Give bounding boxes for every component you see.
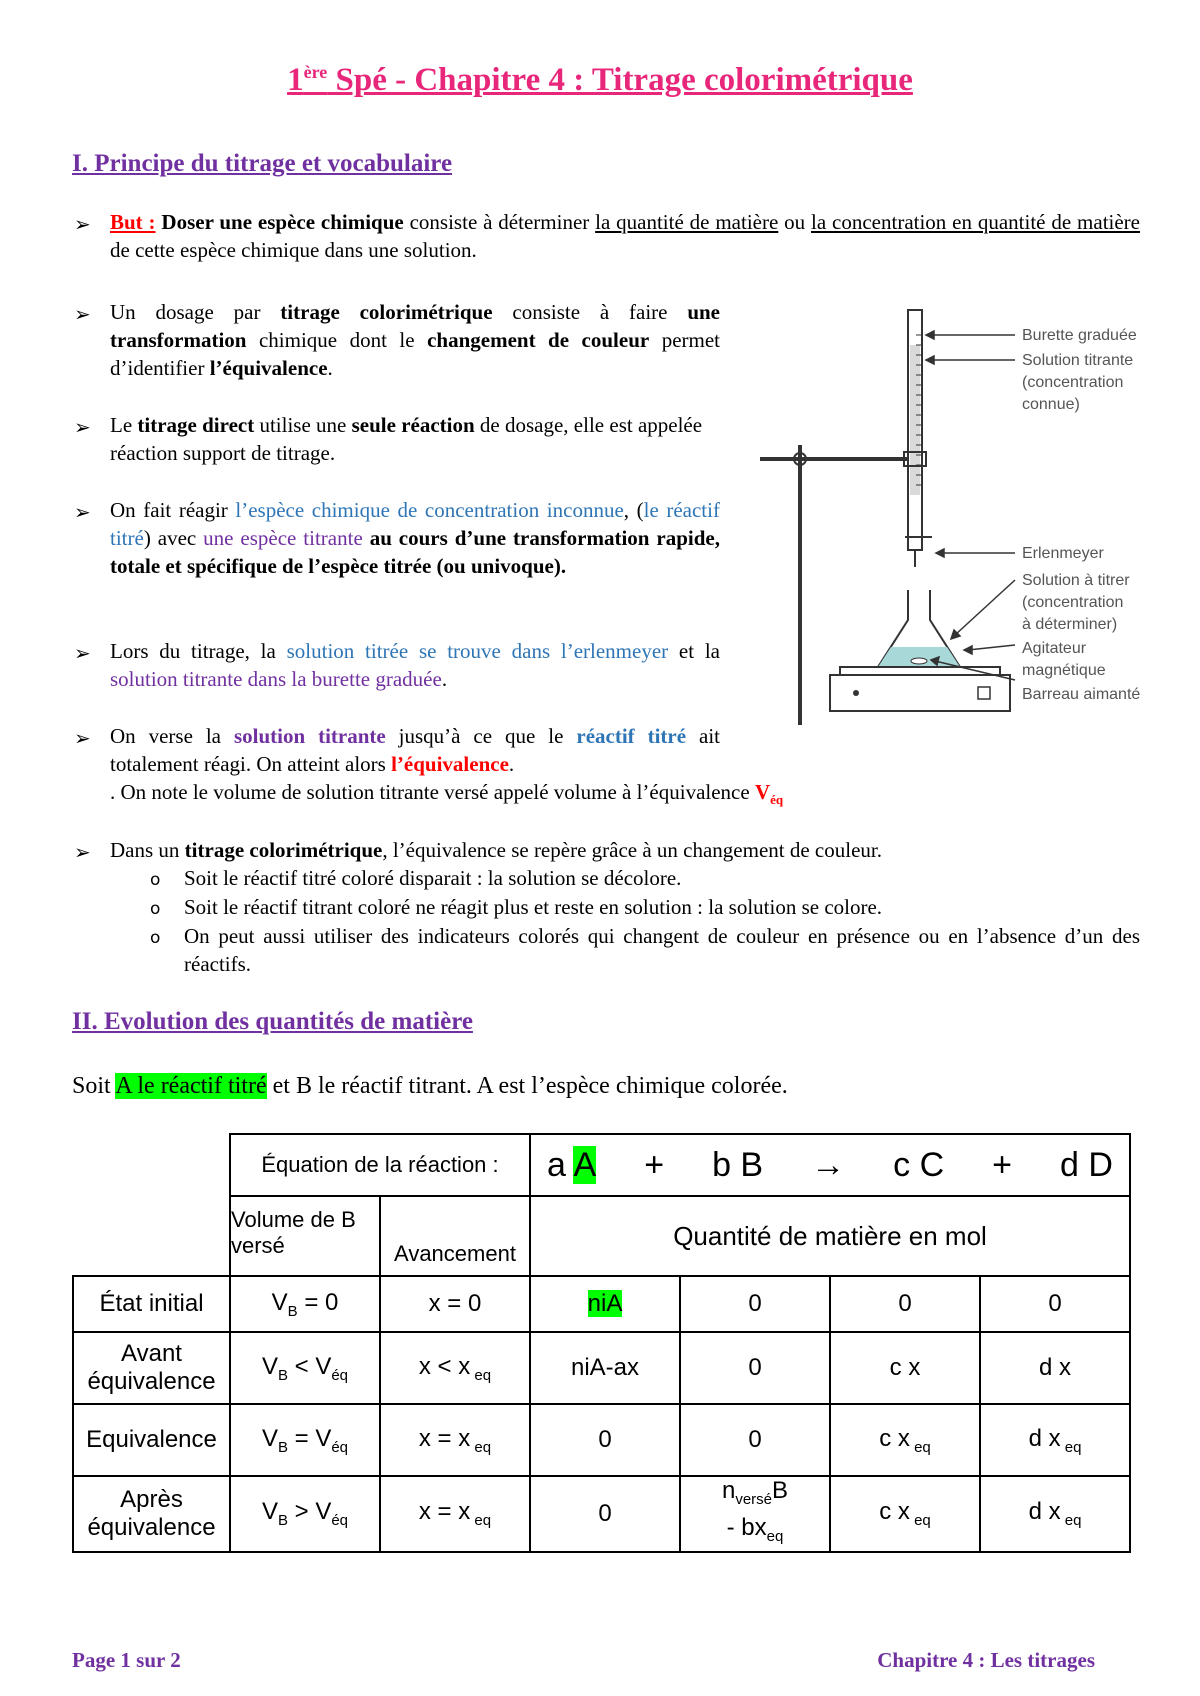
b-cell: 0 [680,1332,830,1404]
arrow-bullet-icon: ➢ [74,214,91,236]
label-erlen: Erlenmeyer [1022,545,1104,562]
d-cell: d x [980,1332,1130,1404]
label-titrer-3: à déterminer) [1022,616,1118,633]
state-cell: État initial [73,1276,230,1332]
bullet-lors-du-titrage: Lors du titrage, la solution titrée se trouve dans l’erlenmeyer et la solution titrante dans la burette graduée. [110,639,720,691]
av-label: Avancement [380,1196,530,1276]
arrow-bullet-icon: ➢ [74,842,91,864]
bullet-colorimetrique: Dans un titrage colorimétrique, l’équivalence se repère grâce à un changement de couleur. [110,838,882,862]
c-cell: 0 [830,1276,980,1332]
sub-bullet-1: Soit le réactif titré coloré disparait : la solution se décolore. [184,866,682,890]
x-cell: x < x $_{eq}$ [380,1332,530,1404]
bullet-dosage: Un dosage par titrage colorimétrique consiste à faire une transformation chimique dont le changement de couleur permet d’identifier l’équivalence. [110,300,720,380]
arrow-bullet-icon: ➢ [74,304,91,326]
state-cell: Après équivalence [73,1476,230,1552]
a-cell: 0 [530,1476,680,1552]
a-cell: niA [530,1276,680,1332]
x-cell: x = x $_{eq}$ [380,1404,530,1476]
table-row [73,1276,1130,1332]
sub-bullet-2: Soit le réactif titrant coloré ne réagit plus et reste en solution : la solution se colore. [184,895,883,919]
bullet-equivalence: On verse la solution titrante jusqu’à ce que le réactif titré ait totalement réagi. On atteint alors l’équivalence. [110,724,720,776]
qty-label: Quantité de matière en mol [530,1196,1130,1276]
label-agitateur: Agitateur [1022,640,1087,657]
c-cell: c x $_{eq}$ [830,1404,980,1476]
arrow-bullet-icon: ➢ [74,502,91,524]
section2-heading: II. Evolution des quantités de matière [72,1008,473,1035]
c-cell: c x [830,1332,980,1404]
label-barreau: Barreau aimanté [1022,686,1141,703]
label-agitateur-2: magnétique [1022,662,1106,679]
footer-chapter: Chapitre 4 : Les titrages [877,1648,1095,1672]
avancement-table [72,1133,1131,1553]
arrow-bullet-icon: ➢ [74,728,91,750]
arrow-bullet-icon: ➢ [74,417,91,439]
label-titrante-2: (concentration [1022,374,1124,391]
veq-line: . On note le volume de solution titrante versé appelé volume à l’équivalence $V_{éq}$ [110,780,784,808]
state-cell: Avant équivalence [73,1332,230,1404]
arrow-bullet-icon: ➢ [74,643,91,665]
vb-cell: $V_B = 0$ [230,1276,380,1332]
circle-bullet-icon: o [150,899,161,919]
table-row [73,1332,1130,1404]
label-titrer: Solution à titrer [1022,572,1130,589]
eq-label: Équation de la réaction : [230,1134,530,1196]
d-cell: d x $_{eq}$ [980,1404,1130,1476]
vb-cell: $V_B = V_{éq}$ [230,1404,380,1476]
stand-arm [760,457,920,461]
d-cell: d x $_{eq}$ [980,1476,1130,1552]
x-cell: x = x $_{eq}$ [380,1476,530,1552]
footer-page: Page 1 sur 2 [72,1648,181,1672]
d-cell: 0 [980,1276,1130,1332]
section2-intro: Soit A le réactif titré et B le réactif titrant. A est l’espèce chimique colorée. [72,1073,788,1099]
b-cell: 0 [680,1276,830,1332]
a-cell: 0 [530,1404,680,1476]
bullet-reagir: On fait réagir l’espèce chimique de concentration inconnue, (le réactif titré) avec une espèce titrante au cours d’une transformation rapide, totale et spécifique de l’espèce titrée (ou univoque). [110,498,720,578]
a-cell: niA-ax [530,1332,680,1404]
state-cell: Equivalence [73,1404,230,1476]
label-burette: Burette graduée [1022,327,1137,344]
stand-rod [798,445,802,725]
equation: a A + b B → c C + d D [530,1134,1130,1196]
section1-heading: I. Principe du titrage et vocabulaire [72,150,453,177]
bullet-titrage-direct: Le titrage direct utilise une seule réaction de dosage, elle est appelée réaction support de titrage. [110,413,703,465]
label-titrante: Solution titrante [1022,352,1134,369]
vb-cell: $V_B > V_{éq}$ [230,1476,380,1552]
c-cell: c x $_{eq}$ [830,1476,980,1552]
table-row [73,1404,1130,1476]
vb-cell: $V_B < V_{éq}$ [230,1332,380,1404]
vol-label: Volume de B versé [230,1196,380,1276]
circle-bullet-icon: o [150,928,161,948]
bullet-but: But : Doser une espèce chimique consiste à déterminer la quantité de matière ou la concentration en quantité de matière de cette espèce chimique dans une solution. [110,210,1140,262]
barreau-aimante [911,658,927,664]
sub-bullet-3: On peut aussi utiliser des indicateurs colorés qui changent de couleur en présence ou en l’absence d’un des réactifs. [184,924,1140,976]
table-row [73,1476,1130,1552]
titration-diagram [760,305,1190,755]
b-cell: $n_{versé}B$ - $bx_{eq}$ [680,1476,830,1552]
page-title: 1ère Spé - Chapitre 4 : Titrage colorimétrique [287,62,913,98]
circle-bullet-icon: o [150,870,161,890]
label-titrer-2: (concentration [1022,594,1124,611]
x-cell: x = 0 [380,1276,530,1332]
b-cell: 0 [680,1404,830,1476]
label-titrante-3: connue) [1022,396,1080,413]
